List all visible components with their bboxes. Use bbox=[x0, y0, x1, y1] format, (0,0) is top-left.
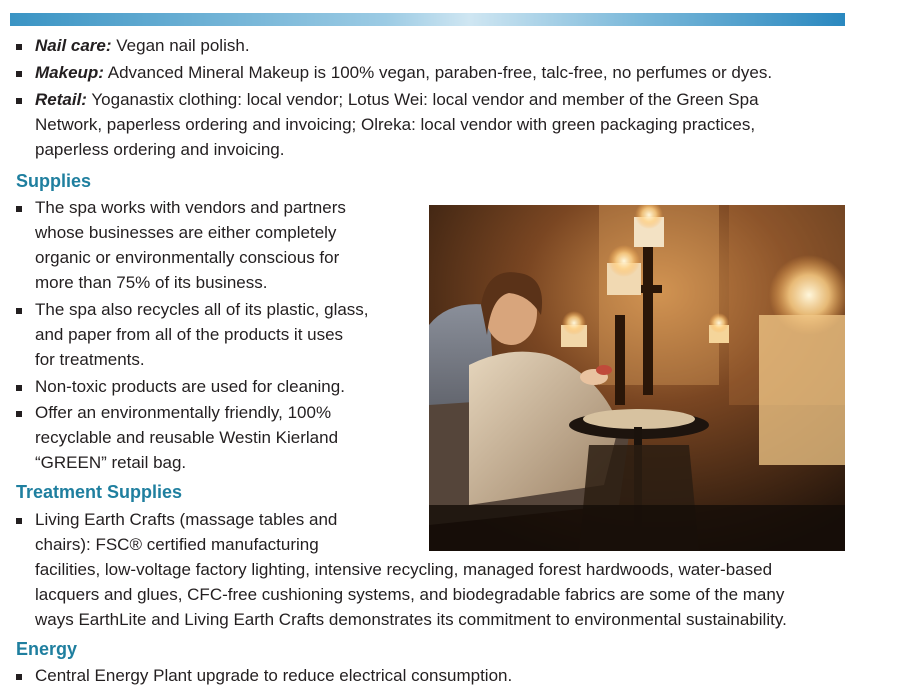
list-item-line: lacquers and glues, CFC-free cushioning systems, and biodegradable fabrics are some of the many bbox=[35, 585, 785, 604]
list-item-makeup bbox=[35, 60, 772, 85]
term-label: Makeup: bbox=[35, 63, 104, 82]
list-item-line: “GREEN” retail bag. bbox=[35, 453, 187, 472]
list-item-retail-line: paperless ordering and invoicing. bbox=[35, 140, 285, 159]
list-item-line: organic or environmentally conscious for bbox=[35, 248, 340, 267]
list-item-line: more than 75% of its business. bbox=[35, 273, 268, 292]
list-item-retail-line: Network, paperless ordering and invoicing; Olreka: local vendor with green packaging practices, bbox=[35, 115, 756, 134]
item-text: Vegan nail polish. bbox=[111, 36, 250, 55]
list-item-nail-care bbox=[35, 33, 250, 58]
list-item-line: recyclable and reusable Westin Kierland bbox=[35, 428, 339, 447]
bullet-marker bbox=[16, 44, 22, 50]
section-heading-treatment-supplies: Treatment Supplies bbox=[16, 482, 183, 502]
bullet-marker bbox=[16, 71, 22, 77]
bullet-marker bbox=[16, 385, 22, 391]
item-text: Yoganastix clothing: local vendor; Lotus Wei: local vendor and member of the Green Spa bbox=[86, 90, 759, 109]
spa-photo bbox=[429, 205, 845, 551]
list-item-line: facilities, low-voltage factory lighting, intensive recycling, managed forest hardwoods, water-based bbox=[35, 560, 773, 579]
list-item-line: Offer an environmentally friendly, 100% bbox=[35, 403, 332, 422]
bullet-marker bbox=[16, 308, 22, 314]
bullet-marker bbox=[16, 518, 22, 524]
list-item-line: Non-toxic products are used for cleaning. bbox=[35, 377, 345, 396]
spa-photo-illustration bbox=[429, 205, 845, 551]
item-text: Advanced Mineral Makeup is 100% vegan, paraben-free, talc-free, no perfumes or dyes. bbox=[103, 63, 773, 82]
bullet-marker bbox=[16, 206, 22, 212]
list-item-line: and paper from all of the products it uses bbox=[35, 325, 344, 344]
list-item-line: The spa also recycles all of its plastic, glass, bbox=[35, 300, 369, 319]
term-label: Retail: bbox=[35, 90, 87, 109]
list-item-retail bbox=[35, 87, 759, 112]
section-heading-supplies: Supplies bbox=[16, 171, 92, 191]
bullet-marker bbox=[16, 98, 22, 104]
bullet-marker bbox=[16, 411, 22, 417]
list-item-line: The spa works with vendors and partners bbox=[35, 198, 346, 217]
list-item-line: whose businesses are either completely bbox=[35, 223, 337, 242]
list-item-line: chairs): FSC® certified manufacturing bbox=[35, 535, 319, 554]
section-heading-energy: Energy bbox=[16, 639, 78, 659]
list-item-line: Living Earth Crafts (massage tables and bbox=[35, 510, 338, 529]
list-item-line: Central Energy Plant upgrade to reduce electrical consumption. bbox=[35, 666, 513, 685]
bullet-marker bbox=[16, 674, 22, 680]
list-item-line: ways EarthLite and Living Earth Crafts demonstrates its commitment to environmental sustainability. bbox=[35, 610, 787, 629]
term-label: Nail care: bbox=[35, 36, 112, 55]
list-item-line: for treatments. bbox=[35, 350, 145, 369]
